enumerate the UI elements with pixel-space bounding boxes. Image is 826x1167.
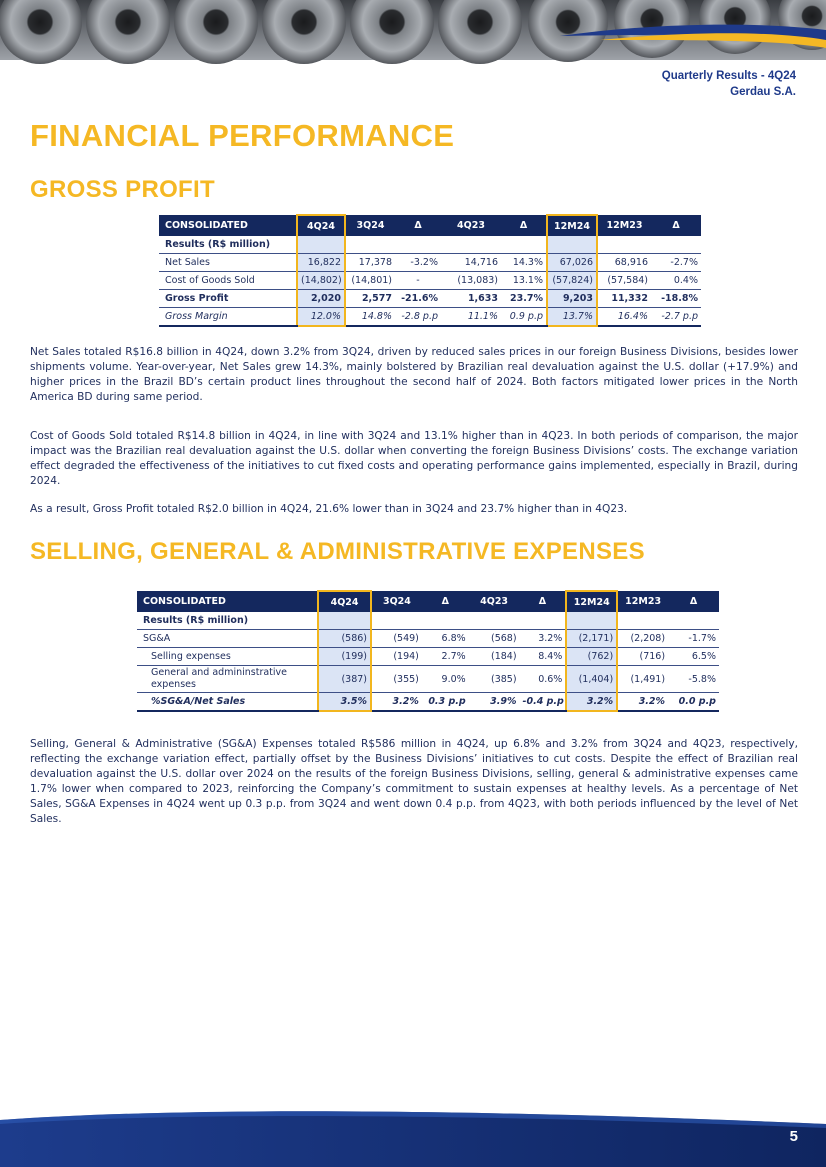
table-header-row [137, 591, 719, 612]
cell: 3.5% [318, 693, 371, 712]
column-header: Δ [668, 591, 719, 612]
cell: (14,801) [345, 272, 395, 290]
table-row [137, 666, 719, 693]
row-label: Selling expenses [137, 648, 318, 666]
table-row [137, 693, 719, 712]
cell: 3.2% [371, 693, 422, 712]
cell: (199) [318, 648, 371, 666]
cell: 0.4% [651, 272, 701, 290]
report-header [662, 68, 796, 100]
subheader-label: Results (R$ million) [137, 612, 318, 630]
cell: 14.3% [501, 254, 547, 272]
column-header: Δ [501, 215, 547, 236]
cell: 14,716 [441, 254, 501, 272]
table-row [159, 290, 701, 308]
table-header-row [159, 215, 701, 236]
column-header: 12M23 [617, 591, 668, 612]
column-header: 12M23 [597, 215, 651, 236]
report-title: Quarterly Results - 4Q24 [661, 70, 796, 82]
cell: (716) [617, 648, 668, 666]
company-name: Gerdau S.A. [730, 86, 796, 98]
cell: 11.1% [441, 308, 501, 327]
cell: (762) [566, 648, 617, 666]
cell: 67,026 [547, 254, 597, 272]
footer-wave [0, 1100, 826, 1167]
cell: 0.9 p.p [501, 308, 547, 327]
table-row [137, 648, 719, 666]
table-row [159, 308, 701, 327]
cell: 2.7% [422, 648, 469, 666]
cell: 9,203 [547, 290, 597, 308]
cell: 16,822 [297, 254, 345, 272]
cell: 17,378 [345, 254, 395, 272]
cell: 9.0% [422, 666, 469, 693]
column-header: CONSOLIDATED [159, 215, 297, 236]
cell: (2,208) [617, 630, 668, 648]
cell: (1,491) [617, 666, 668, 693]
cell: -2.8 p.p [395, 308, 441, 327]
table-subheader-row [159, 236, 701, 254]
cell: (549) [371, 630, 422, 648]
cell: (184) [469, 648, 520, 666]
row-label: General and admininstrative expenses [137, 666, 318, 693]
column-header: 3Q24 [371, 591, 422, 612]
cell: 2,020 [297, 290, 345, 308]
column-header: Δ [651, 215, 701, 236]
steel-coils-banner-image [0, 0, 826, 120]
body-paragraph: Cost of Goods Sold totaled R$14.8 billion in 4Q24, in line with 3Q24 and 13.1% higher than in 4Q23. In both periods of comparison, the major impact was the Brazilian real devaluation against the U.S. dollar when converting the foreign Business Divisions’ costs. The exchange variation effect degraded the effectiveness of the initiatives to cut fixed costs and operating performance gains implemented, especially in Brazil, during 2024. [30, 430, 798, 487]
cell: -2.7 p.p [651, 308, 701, 327]
row-label: %SG&A/Net Sales [137, 693, 318, 712]
section-title: FINANCIAL PERFORMANCE [30, 118, 455, 153]
cell: 68,916 [597, 254, 651, 272]
column-header: Δ [520, 591, 567, 612]
cell: 3.9% [469, 693, 520, 712]
cell: 1,633 [441, 290, 501, 308]
column-header: 3Q24 [345, 215, 395, 236]
table-subheader-row [137, 612, 719, 630]
body-paragraph: As a result, Gross Profit totaled R$2.0 billion in 4Q24, 21.6% lower than in 3Q24 and 23.7% higher than in 4Q23. [30, 503, 628, 515]
row-label: Gross Margin [159, 308, 297, 327]
column-header: 4Q24 [318, 591, 371, 612]
cell: 2,577 [345, 290, 395, 308]
table-row [159, 254, 701, 272]
cell: 0.3 p.p [422, 693, 469, 712]
sga-table [137, 590, 719, 712]
column-header: 4Q24 [297, 215, 345, 236]
cell: 13.1% [501, 272, 547, 290]
cell: -5.8% [668, 666, 719, 693]
table-row [159, 272, 701, 290]
body-paragraph: Selling, General & Administrative (SG&A) Expenses totaled R$586 million in 4Q24, up 6.8% and 3.2% from 3Q24 and 4Q23, respectively, reflecting the exchange variation effect, partially offset by the Business Divisions’ initiatives to cut costs. Despite the effect of Brazilian real devaluation against the U.S. dollar over 2024 on the results of the foreign Business Divisions, selling, general & administrative expenses came 1.7% lower when compared to 2023, reinforcing the Company’s commitment to sustain expenses at healthy levels. As a percentage of Net Sales, SG&A Expenses in 4Q24 went up 0.3 p.p. from 3Q24 and went down 0.4 p.p. from 4Q23, with both periods influenced by the level of Net Sales. [30, 738, 798, 825]
row-label: Gross Profit [159, 290, 297, 308]
cell: 8.4% [520, 648, 567, 666]
cell: -2.7% [651, 254, 701, 272]
cell: 6.5% [668, 648, 719, 666]
cell: 6.8% [422, 630, 469, 648]
gross-profit-table [159, 214, 701, 327]
cell: (194) [371, 648, 422, 666]
subheader-label: Results (R$ million) [159, 236, 297, 254]
body-paragraph: Net Sales totaled R$16.8 billion in 4Q24, down 3.2% from 3Q24, driven by reduced sales prices in our foreign Business Divisions, besides lower shipments volume. Year-over-year, Net Sales grew 14.3%, mainly bolstered by Brazilian real devaluation against the U.S. dollar (+17.9%) and higher prices in the Brazil BD’s certain product lines throughout the second half of 2024. Both factors mitigated lower prices in the North America BD during same period. [30, 346, 798, 403]
cell: - [395, 272, 441, 290]
cell: 23.7% [501, 290, 547, 308]
cell: (586) [318, 630, 371, 648]
cell: 14.8% [345, 308, 395, 327]
cell: 0.6% [520, 666, 567, 693]
cell: (355) [371, 666, 422, 693]
cell: 13.7% [547, 308, 597, 327]
column-header: 4Q23 [469, 591, 520, 612]
row-label: Cost of Goods Sold [159, 272, 297, 290]
cell: (1,404) [566, 666, 617, 693]
cell: 16.4% [597, 308, 651, 327]
cell: 3.2% [617, 693, 668, 712]
cell: -21.6% [395, 290, 441, 308]
cell: -18.8% [651, 290, 701, 308]
cell: 12.0% [297, 308, 345, 327]
cell: (385) [469, 666, 520, 693]
cell: 3.2% [520, 630, 567, 648]
cell: (568) [469, 630, 520, 648]
table-row [137, 630, 719, 648]
sga-title: SELLING, GENERAL & ADMINISTRATIVE EXPENSES [30, 538, 645, 565]
cell: (387) [318, 666, 371, 693]
cell: 11,332 [597, 290, 651, 308]
column-header: 12M24 [547, 215, 597, 236]
cell: (57,584) [597, 272, 651, 290]
row-label: SG&A [137, 630, 318, 648]
cell: -0.4 p.p [520, 693, 567, 712]
gross-profit-title: GROSS PROFIT [30, 176, 215, 203]
cell: (2,171) [566, 630, 617, 648]
column-header: 12M24 [566, 591, 617, 612]
cell: -3.2% [395, 254, 441, 272]
column-header: CONSOLIDATED [137, 591, 318, 612]
cell: (13,083) [441, 272, 501, 290]
column-header: 4Q23 [441, 215, 501, 236]
column-header: Δ [395, 215, 441, 236]
page-number: 5 [789, 1128, 798, 1145]
row-label: Net Sales [159, 254, 297, 272]
cell: 0.0 p.p [668, 693, 719, 712]
cell: (14,802) [297, 272, 345, 290]
column-header: Δ [422, 591, 469, 612]
cell: (57,824) [547, 272, 597, 290]
cell: -1.7% [668, 630, 719, 648]
cell: 3.2% [566, 693, 617, 712]
